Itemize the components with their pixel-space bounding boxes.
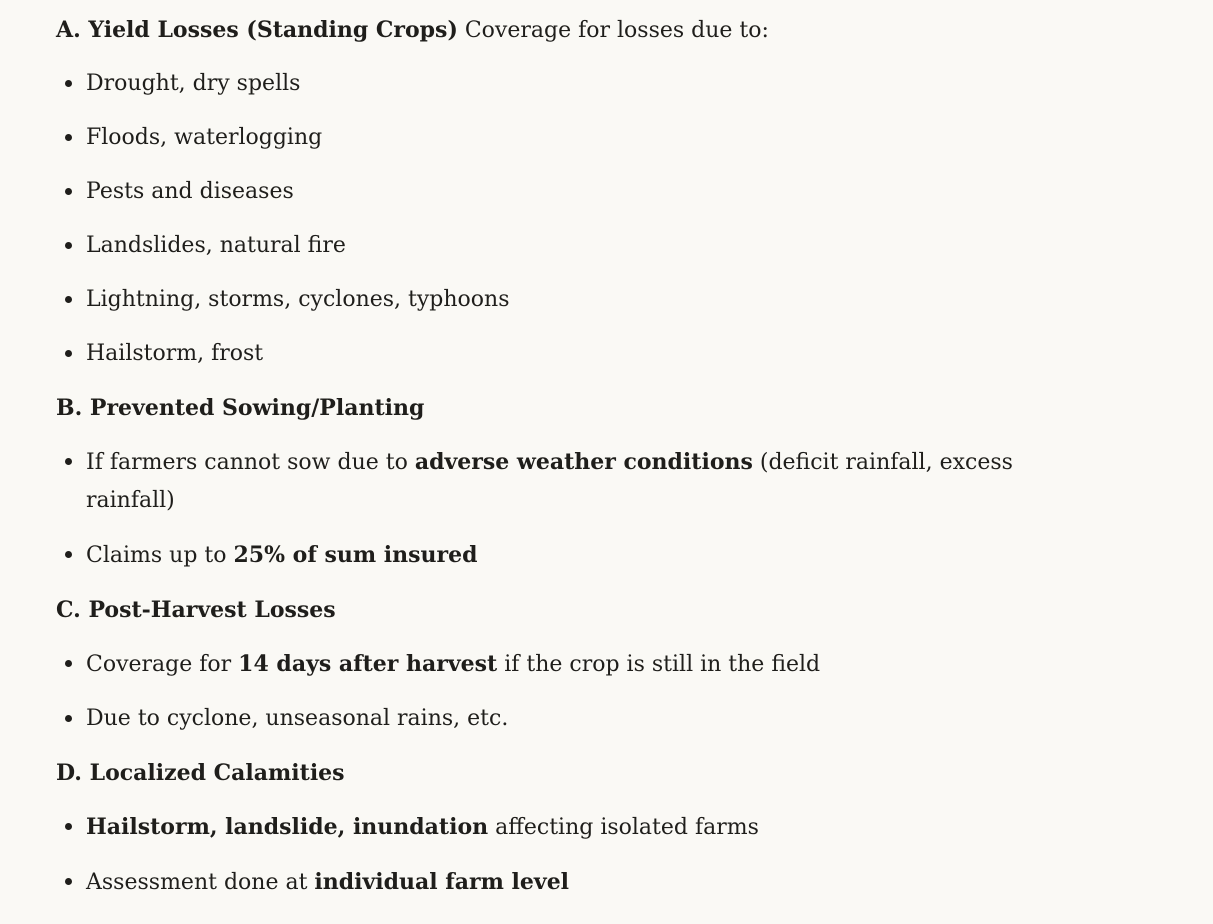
bullet-list-c xyxy=(56,645,1016,738)
item-text: Floods, waterlogging xyxy=(86,125,323,150)
item-emphasis: Hailstorm, landslide, inundation xyxy=(86,814,489,840)
item-text: Hailstorm, frost xyxy=(86,341,264,366)
list-item xyxy=(56,227,1016,265)
item-emphasis: individual farm level xyxy=(314,869,570,895)
document-body xyxy=(56,11,1016,918)
bullet-icon xyxy=(65,350,72,357)
item-text: Drought, dry spells xyxy=(86,71,301,96)
bullet-list-d xyxy=(56,808,1016,902)
list-item xyxy=(56,700,1016,738)
item-text: Assessment done at xyxy=(86,870,315,895)
list-item xyxy=(56,808,1016,847)
section-intro: Coverage for losses due to: xyxy=(457,18,769,43)
section-heading-b xyxy=(56,389,1016,427)
bullet-list-a xyxy=(56,65,1016,373)
item-text: affecting isolated farms xyxy=(488,815,759,840)
list-item xyxy=(56,65,1016,103)
list-item xyxy=(56,173,1016,211)
list-item xyxy=(56,281,1016,319)
section-heading-d xyxy=(56,754,1016,792)
bullet-icon xyxy=(65,296,72,303)
item-text: (deficit rainfall, excess rainfall) xyxy=(86,450,1013,513)
bullet-icon xyxy=(65,823,72,830)
item-text: Due to cyclone, unseasonal rains, etc. xyxy=(86,706,509,731)
item-text: if the crop is still in the field xyxy=(497,652,821,677)
item-text: Lightning, storms, cyclones, typhoons xyxy=(86,287,510,312)
item-text: Pests and diseases xyxy=(86,179,294,204)
section-title: A. Yield Losses (Standing Crops) xyxy=(56,17,458,43)
bullet-icon xyxy=(65,458,72,465)
item-text: Landslides, natural fire xyxy=(86,233,346,258)
bullet-icon xyxy=(65,188,72,195)
item-text: Coverage for xyxy=(86,652,239,677)
item-emphasis: 14 days after harvest xyxy=(238,651,498,677)
bullet-icon xyxy=(65,551,72,558)
item-emphasis: adverse weather conditions xyxy=(414,449,753,475)
bullet-icon xyxy=(65,80,72,87)
section-title: C. Post-Harvest Losses xyxy=(56,597,336,623)
list-item xyxy=(56,536,1016,575)
section-heading-c xyxy=(56,591,1016,629)
bullet-list-b xyxy=(56,443,1016,575)
item-emphasis: 25% of sum insured xyxy=(233,542,478,568)
list-item xyxy=(56,645,1016,684)
bullet-icon xyxy=(65,242,72,249)
bullet-icon xyxy=(65,660,72,667)
list-item xyxy=(56,863,1016,902)
section-heading-a xyxy=(56,11,1016,49)
section-title: B. Prevented Sowing/Planting xyxy=(56,395,425,421)
section-title: D. Localized Calamities xyxy=(56,760,345,786)
bullet-icon xyxy=(65,134,72,141)
list-item xyxy=(56,335,1016,373)
bullet-icon xyxy=(65,715,72,722)
list-item xyxy=(56,443,1016,520)
list-item xyxy=(56,119,1016,157)
bullet-icon xyxy=(65,878,72,885)
item-text: Claims up to xyxy=(86,543,234,568)
item-text: If farmers cannot sow due to xyxy=(86,450,415,475)
